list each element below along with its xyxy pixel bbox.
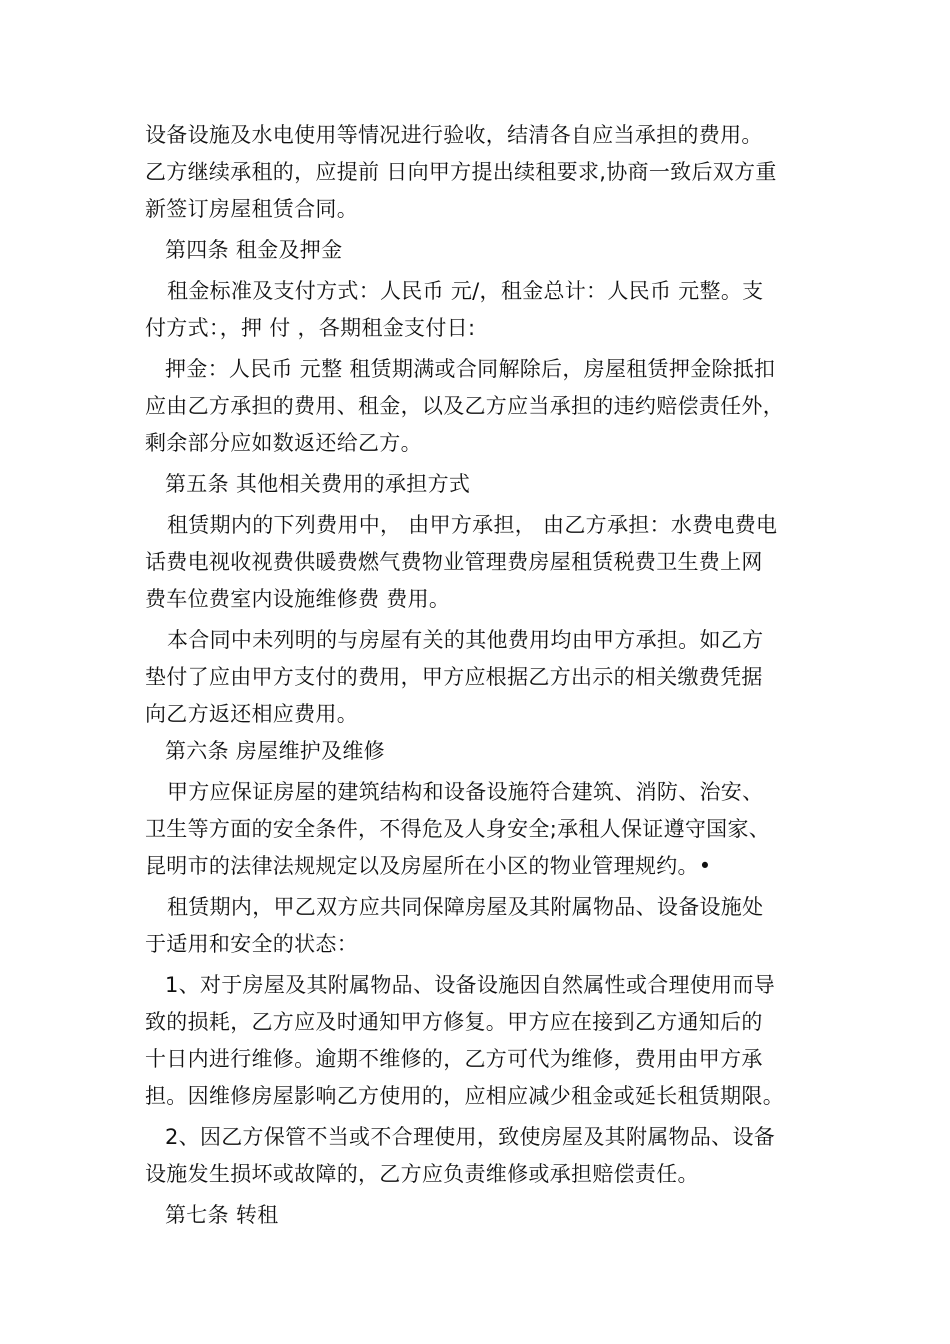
text-line: 2、因乙方保管不当或不合理使用，致使房屋及其附属物品、设备 [165, 1125, 776, 1149]
text-line: 担。因维修房屋影响乙方使用的，应相应减少租金或延长租赁期限。 [145, 1084, 784, 1108]
text-line: 本合同中未列明的与房屋有关的其他费用均由甲方承担。如乙方 [167, 628, 764, 652]
document-body [145, 117, 815, 1234]
text-line: 租赁期内，甲乙双方应共同保障房屋及其附属物品、设备设施处 [167, 895, 764, 919]
text-line: 新签订房屋租赁合同。 [145, 197, 358, 221]
section-heading: 第七条 转租 [165, 1203, 279, 1227]
text-line: 致的损耗，乙方应及时通知甲方修复。甲方应在接到乙方通知后的 [145, 1010, 763, 1034]
text-line: 费车位费室内设施维修费 费用。 [145, 587, 451, 611]
section-heading: 第五条 其他相关费用的承担方式 [165, 472, 471, 496]
section-heading: 第六条 房屋维护及维修 [165, 739, 385, 763]
text-line: 昆明市的法律法规规定以及房屋所在小区的物业管理规约。• [145, 854, 712, 878]
text-line: 租赁期内的下列费用中， 由甲方承担， 由乙方承担：水费电费电 [167, 513, 778, 537]
text-line: 应由乙方承担的费用、租金，以及乙方应当承担的违约赔偿责任外， [145, 394, 784, 418]
text-line: 向乙方返还相应费用。 [145, 702, 358, 726]
text-line: 剩余部分应如数返还给乙方。 [145, 431, 422, 455]
text-line: 于适用和安全的状态： [145, 932, 358, 956]
text-line: 押金：人民币 元整 租赁期满或合同解除后，房屋租赁押金除抵扣 [165, 357, 776, 381]
text-line: 十日内进行维修。逾期不维修的，乙方可代为维修，费用由甲方承 [145, 1047, 763, 1071]
text-line: 卫生等方面的安全条件，不得危及人身安全;承租人保证遵守国家、 [145, 817, 771, 841]
text-line: 垫付了应由甲方支付的费用，甲方应根据乙方出示的相关缴费凭据 [145, 665, 763, 689]
text-line: 甲方应保证房屋的建筑结构和设备设施符合建筑、消防、治安、 [167, 780, 764, 804]
text-line: 1、对于房屋及其附属物品、设备设施因自然属性或合理使用而导 [165, 973, 776, 997]
text-line: 乙方继续承租的，应提前 日向甲方提出续租要求,协商一致后双方重 [145, 160, 777, 184]
text-line: 话费电视收视费供暖费燃气费物业管理费房屋租赁税费卫生费上网 [145, 550, 763, 574]
text-line: 租金标准及支付方式：人民币 元/，租金总计：人民币 元整。支 [167, 279, 764, 303]
text-line: 设备设施及水电使用等情况进行验收，结清各自应当承担的费用。 [145, 123, 763, 147]
text-line: 付方式：，押 付 ，各期租金支付日: [145, 316, 476, 340]
text-line: 设施发生损坏或故障的，乙方应负责维修或承担赔偿责任。 [145, 1162, 699, 1186]
section-heading: 第四条 租金及押金 [165, 238, 343, 262]
